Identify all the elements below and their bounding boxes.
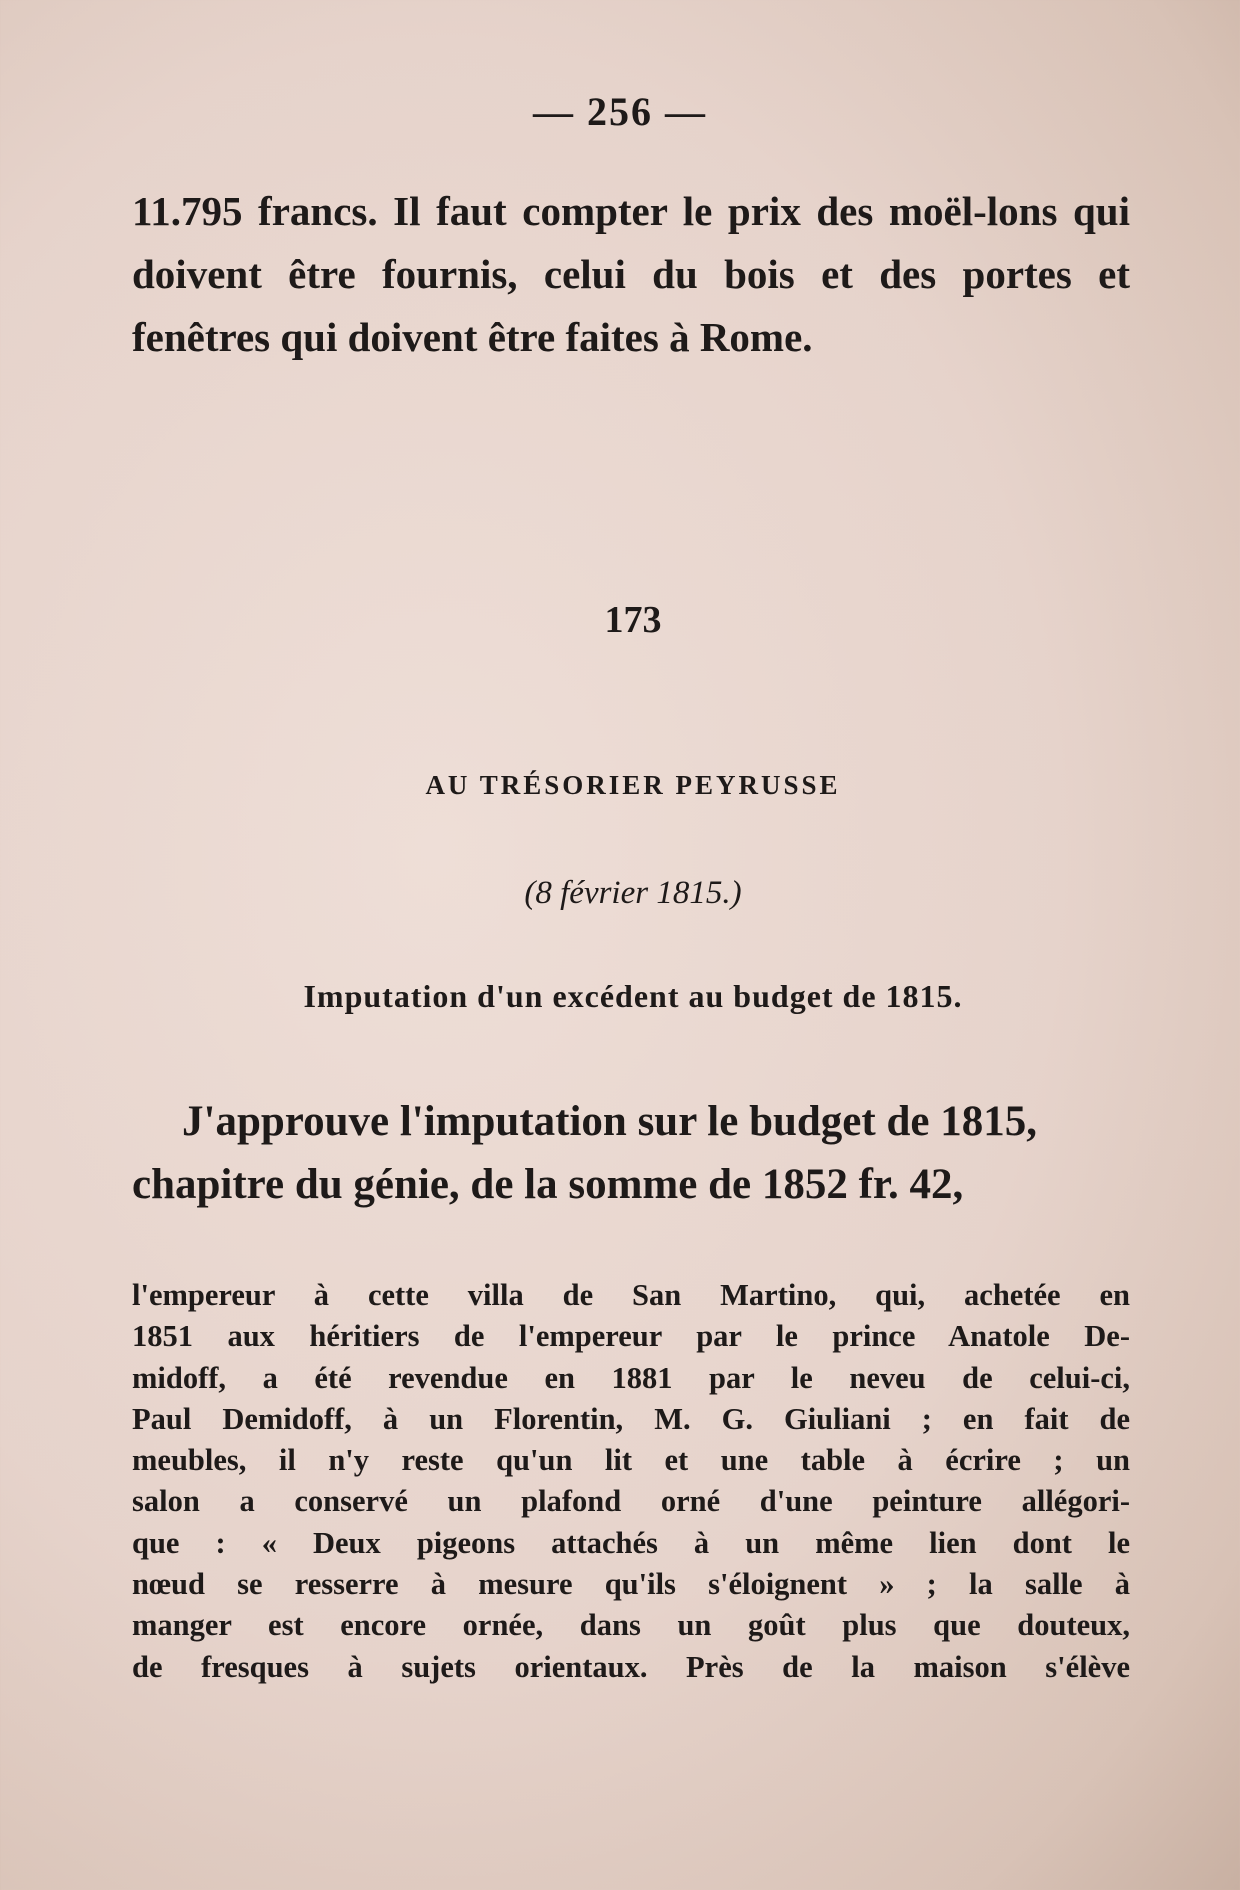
letter-date: (8 février 1815.) <box>524 875 742 911</box>
footnote-line: midoff, a été revendue en 1881 par le neveu de celui-ci, <box>132 1360 1130 1395</box>
footnote-line: de fresques à sujets orientaux. Près de la maison s'élève <box>132 1649 1130 1684</box>
footnote-line: l'empereur à cette villa de San Martino, qui, achetée en <box>132 1278 1130 1312</box>
letter-number: 173 <box>604 599 662 641</box>
page-number: — 256 — <box>533 89 707 134</box>
footnote-line: Paul Demidoff, à un Florentin, M. G. Giuliani ; en fait de <box>132 1401 1130 1436</box>
letter-text-line: J'approuve l'imputation sur le budget de 1815, <box>182 1098 1037 1145</box>
footnote <box>132 1275 1130 1688</box>
footnote-line: manger est encore ornée, dans un goût plus que douteux, <box>132 1608 1130 1643</box>
footnote-line: que : « Deux pigeons attachés à un même lien dont le <box>132 1525 1130 1560</box>
letter-recipient: AU TRÉSORIER PEYRUSSE <box>425 770 841 800</box>
letter-summary: Imputation d'un excédent au budget de 1815. <box>303 978 963 1014</box>
footnote-line: 1851 aux héritiers de l'empereur par le prince Anatole De- <box>132 1319 1130 1354</box>
letter-text-line: chapitre du génie, de la somme de 1852 fr. 42, <box>132 1161 964 1208</box>
footnote-line: nœud se resserre à mesure qu'ils s'éloignent » ; la salle à <box>132 1567 1130 1602</box>
footnote-line: salon a conservé un plafond orné d'une peinture allégori- <box>132 1484 1130 1519</box>
letter-text <box>132 1090 1130 1216</box>
footnote-line: meubles, il n'y reste qu'un lit et une table à écrire ; un <box>132 1443 1130 1478</box>
continuation-paragraph: 11.795 francs. Il faut compter le prix des moël-lons qui doivent être fournis, celui du bois et des portes et fenêtres qui doivent être faites à Rome. <box>132 188 1130 360</box>
